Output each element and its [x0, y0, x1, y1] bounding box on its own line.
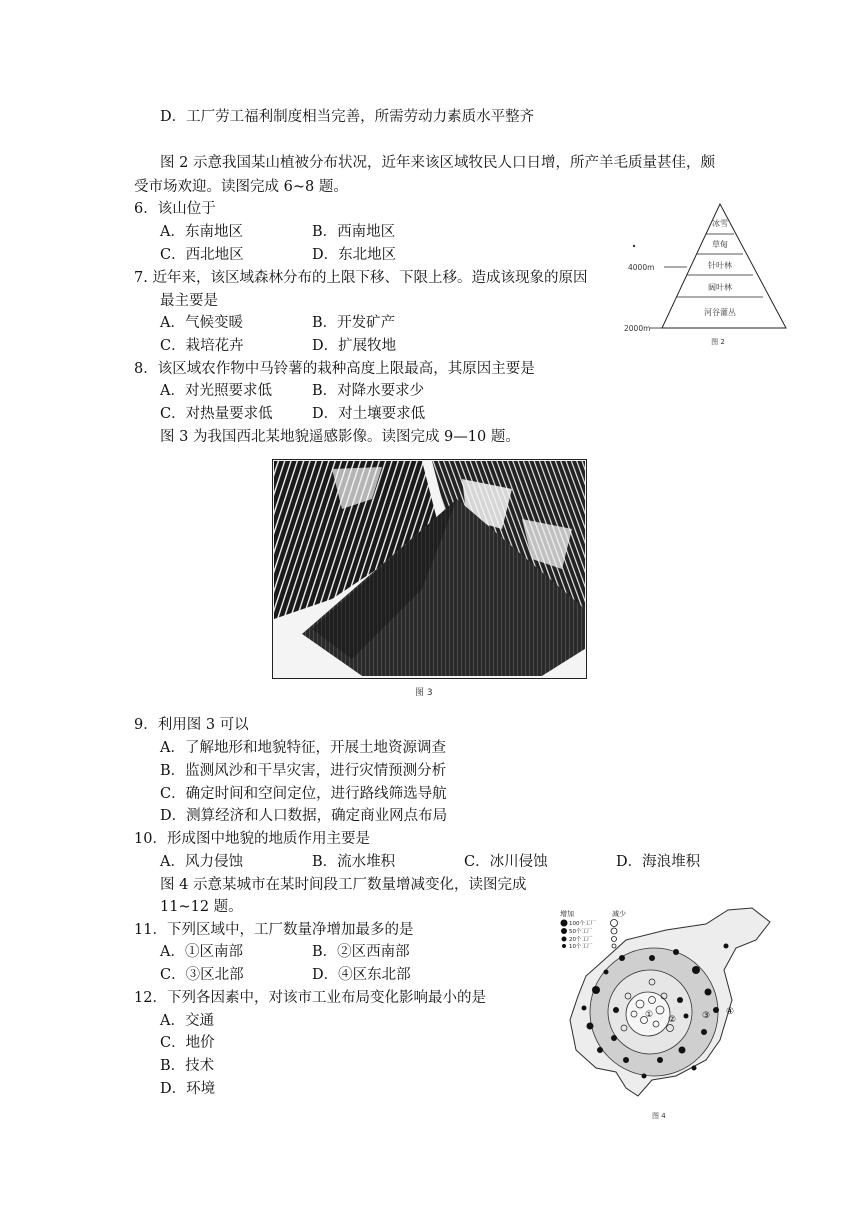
q6-option-a: A．东南地区 [160, 224, 243, 240]
fig4-legend-20: 20个工厂 [569, 937, 593, 943]
question-11: 11．下列区域中，工厂数量净增加最多的是 [134, 922, 414, 938]
fig4-zone-1: ① [645, 1010, 654, 1020]
q9-option-a: A．了解地形和地貌特征，开展土地资源调查 [160, 740, 446, 756]
intro-fig4-line2: 11~12 题。 [160, 899, 243, 915]
fig4-zone-3: ③ [702, 1011, 711, 1021]
q6-option-d: D．东北地区 [312, 247, 397, 263]
figure-3-image [272, 459, 587, 698]
q10-option-c: C．冰川侵蚀 [464, 854, 548, 870]
q9-option-c: C．确定时间和空间定位，进行路线筛选导航 [160, 786, 447, 802]
figure-4 [556, 900, 776, 1122]
q11-option-b: B．②区西南部 [312, 944, 410, 960]
q10-option-d: D．海浪堆积 [616, 854, 701, 870]
fig4-caption: 图 4 [652, 1112, 666, 1120]
q12-option-b: B．技术 [160, 1058, 215, 1074]
intro-fig2-line2: 受市场欢迎。读图完成 6~8 题。 [134, 179, 348, 195]
q6-option-c: C．西北地区 [160, 247, 244, 263]
q7-option-c: C．栽培花卉 [160, 338, 244, 354]
fig2-altitude-2000: 2000m [624, 324, 651, 333]
fig4-legend-decrease: 减少 [612, 910, 626, 918]
fig4-zone-2: ② [668, 1015, 677, 1025]
q11-option-d: D．④区东北部 [312, 967, 411, 983]
fig4-legend-100: 100个工厂 [569, 921, 596, 927]
question-7-line1: 7. 近年来，该区域森林分布的上限下移、下限上移。造成该现象的原因 [134, 270, 588, 286]
q5-option-d: D．工厂劳工福利制度相当完善，所需劳动力素质水平整齐 [160, 109, 535, 125]
fig4-legend-50: 50个工厂 [569, 929, 593, 935]
q12-option-d: D．环境 [160, 1081, 216, 1097]
fig2-layer-meadow: 草甸 [712, 240, 728, 249]
q8-option-a: A．对光照要求低 [160, 383, 272, 399]
question-12: 12．下列各因素中，对该市工业布局变化影响最小的是 [134, 990, 486, 1006]
fig2-layer-broadleaf: 阔叶林 [708, 283, 732, 292]
q8-option-c: C．对热量要求低 [160, 406, 273, 422]
fig3-caption: 图 3 [415, 688, 433, 698]
fig2-layer-snow: 冰雪 [712, 219, 728, 228]
figure-2 [620, 198, 792, 348]
q7-option-d: D．扩展牧地 [312, 338, 397, 354]
q7-option-a: A．气候变暖 [160, 315, 243, 331]
q12-option-a: A．交通 [160, 1013, 214, 1029]
q12-option-c: C．地价 [160, 1035, 215, 1051]
fig4-legend-increase: 增加 [560, 910, 574, 918]
q11-option-a: A．①区南部 [160, 944, 243, 960]
q8-option-b: B．对降水要求少 [312, 383, 425, 399]
intro-fig3: 图 3 为我国西北某地貌遥感影像。读图完成 9—10 题。 [160, 429, 520, 445]
intro-fig4-line1: 图 4 示意某城市在某时间段工厂数量增减变化，读图完成 [160, 877, 527, 893]
question-9: 9．利用图 3 可以 [134, 717, 249, 733]
fig2-altitude-4000: 4000m [628, 263, 655, 272]
intro-fig2-line1: 图 2 示意我国某山植被分布状况，近年来该区域牧民人口日增，所产羊毛质量甚佳，颇 [160, 155, 715, 171]
figure-4-map [556, 900, 776, 1122]
q11-option-c: C．③区北部 [160, 967, 244, 983]
q6-option-b: B．西南地区 [312, 224, 396, 240]
figure-2-diagram [620, 198, 792, 348]
fig2-layer-shrub: 河谷灌丛 [704, 308, 736, 317]
fig2-layer-conifer: 针叶林 [708, 261, 732, 270]
q10-option-b: B．流水堆积 [312, 854, 396, 870]
question-7-line2: 最主要是 [160, 293, 218, 309]
fig4-legend-10: 10个工厂 [569, 944, 593, 950]
q10-option-a: A．风力侵蚀 [160, 854, 243, 870]
q8-option-d: D．对土壤要求低 [312, 406, 426, 422]
q9-option-b: B．监测风沙和干旱灾害，进行灾情预测分析 [160, 763, 447, 779]
q9-option-d: D．测算经济和人口数据，确定商业网点布局 [160, 808, 448, 824]
q7-option-b: B．开发矿产 [312, 315, 396, 331]
question-8: 8．该区域农作物中马铃薯的栽种高度上限最高，其原因主要是 [134, 361, 535, 377]
fig4-zone-4: ④ [726, 1007, 735, 1017]
fig2-caption: 图 2 [711, 338, 725, 346]
figure-3-terrain-image [272, 459, 587, 679]
question-6: 6．该山位于 [134, 201, 216, 217]
question-10: 10．形成图中地貌的地质作用主要是 [134, 831, 370, 847]
